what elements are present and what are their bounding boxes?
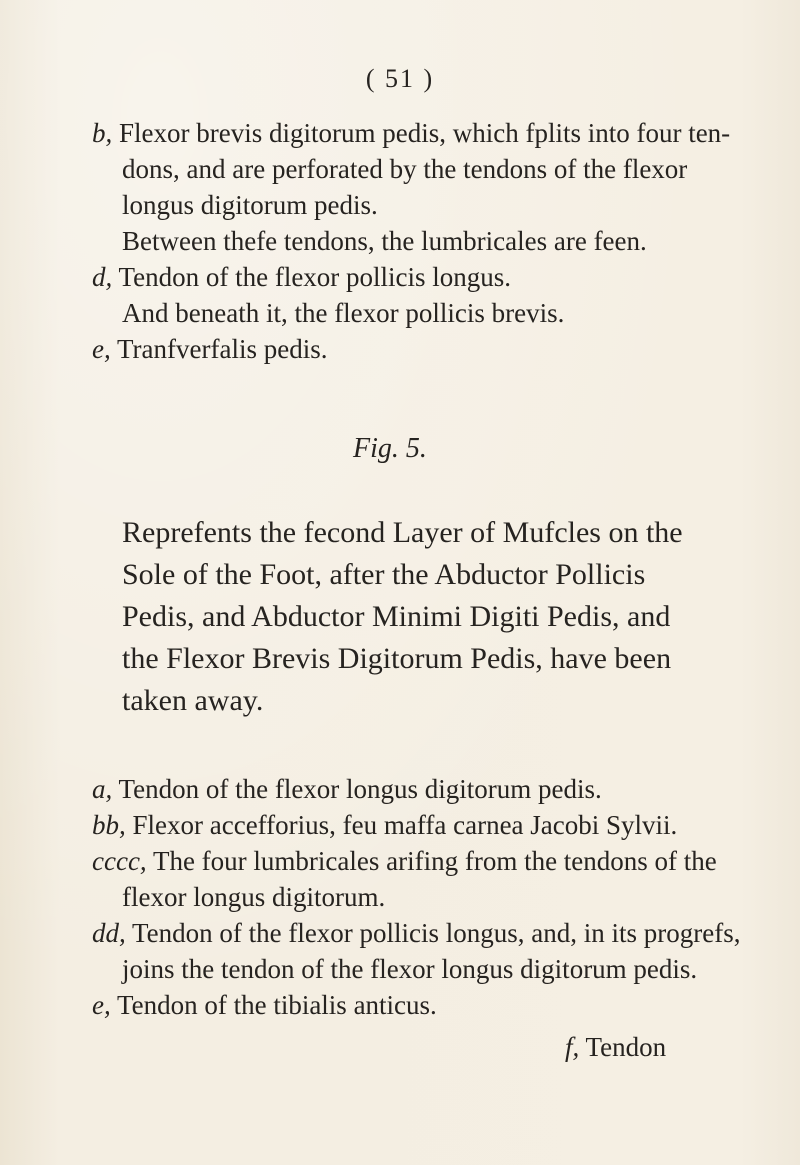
- entry-text: Tendon of the tibialis anticus.: [110, 990, 437, 1020]
- entry-b-cont-1: dons, and are perforated by the tendons of the flexor: [122, 154, 688, 184]
- entry-bb: [92, 808, 677, 842]
- entry-key: e,: [92, 990, 111, 1020]
- page-number: ( 51 ): [365, 64, 435, 93]
- entry-e: [92, 332, 327, 366]
- catchword-key: f,: [565, 1032, 580, 1062]
- description-line-1: Reprefents the fecond Layer of Mufcles on the: [122, 516, 683, 549]
- entry-key: e,: [92, 334, 111, 364]
- entry-text: The four lumbricales arifing from the tendons of the: [146, 846, 717, 876]
- figure-label: Fig. 5.: [353, 433, 427, 464]
- entry-key: b,: [92, 118, 113, 148]
- entry-d-cont: And beneath it, the flexor pollicis brevis.: [122, 298, 565, 328]
- entry-d: [92, 260, 511, 294]
- catchword: [565, 1030, 666, 1064]
- description-line-5: taken away.: [122, 684, 264, 717]
- entry-key: dd,: [92, 918, 126, 948]
- description-line-3: Pedis, and Abductor Minimi Digiti Pedis, and: [122, 600, 671, 633]
- entry-text: Tendon of the flexor pollicis longus.: [112, 262, 512, 292]
- entry-b-cont-3: Between thefe tendons, the lumbricales are feen.: [122, 226, 647, 256]
- description-line-2: Sole of the Foot, after the Abduсtor Pollicis: [122, 558, 646, 591]
- entry-b: [92, 116, 730, 150]
- entry-key: bb,: [92, 810, 126, 840]
- entry-text: Tranfverfalis pedis.: [110, 334, 328, 364]
- entry-text: Tendon of the flexor pollicis longus, and, in its progrefs,: [125, 918, 741, 948]
- entry-key: d,: [92, 262, 113, 292]
- entry-e2: [92, 988, 437, 1022]
- entry-text: Tendon of the flexor longus digitorum pedis.: [112, 774, 602, 804]
- entry-key: a,: [92, 774, 113, 804]
- entry-b-cont-2: longus digitorum pedis.: [122, 190, 378, 220]
- entry-cccc: [92, 844, 717, 878]
- entry-cccc-cont: flexor longus digitorum.: [122, 882, 386, 912]
- entry-text: Flexor brevis digitorum pedis, which fplits into four ten-: [112, 118, 731, 148]
- entry-dd-cont: joins the tendon of the flexor longus digitorum pedis.: [122, 954, 698, 984]
- entry-dd: [92, 916, 741, 950]
- entry-key: cccc,: [92, 846, 147, 876]
- description-line-4: the Flexor Brevis Digitorum Pedis, have been: [122, 642, 672, 675]
- entry-text: Flexor accefforius, feu maffa carnea Jacobi Sylvii.: [125, 810, 678, 840]
- catchword-text: Tendon: [579, 1032, 667, 1062]
- entry-a: [92, 772, 602, 806]
